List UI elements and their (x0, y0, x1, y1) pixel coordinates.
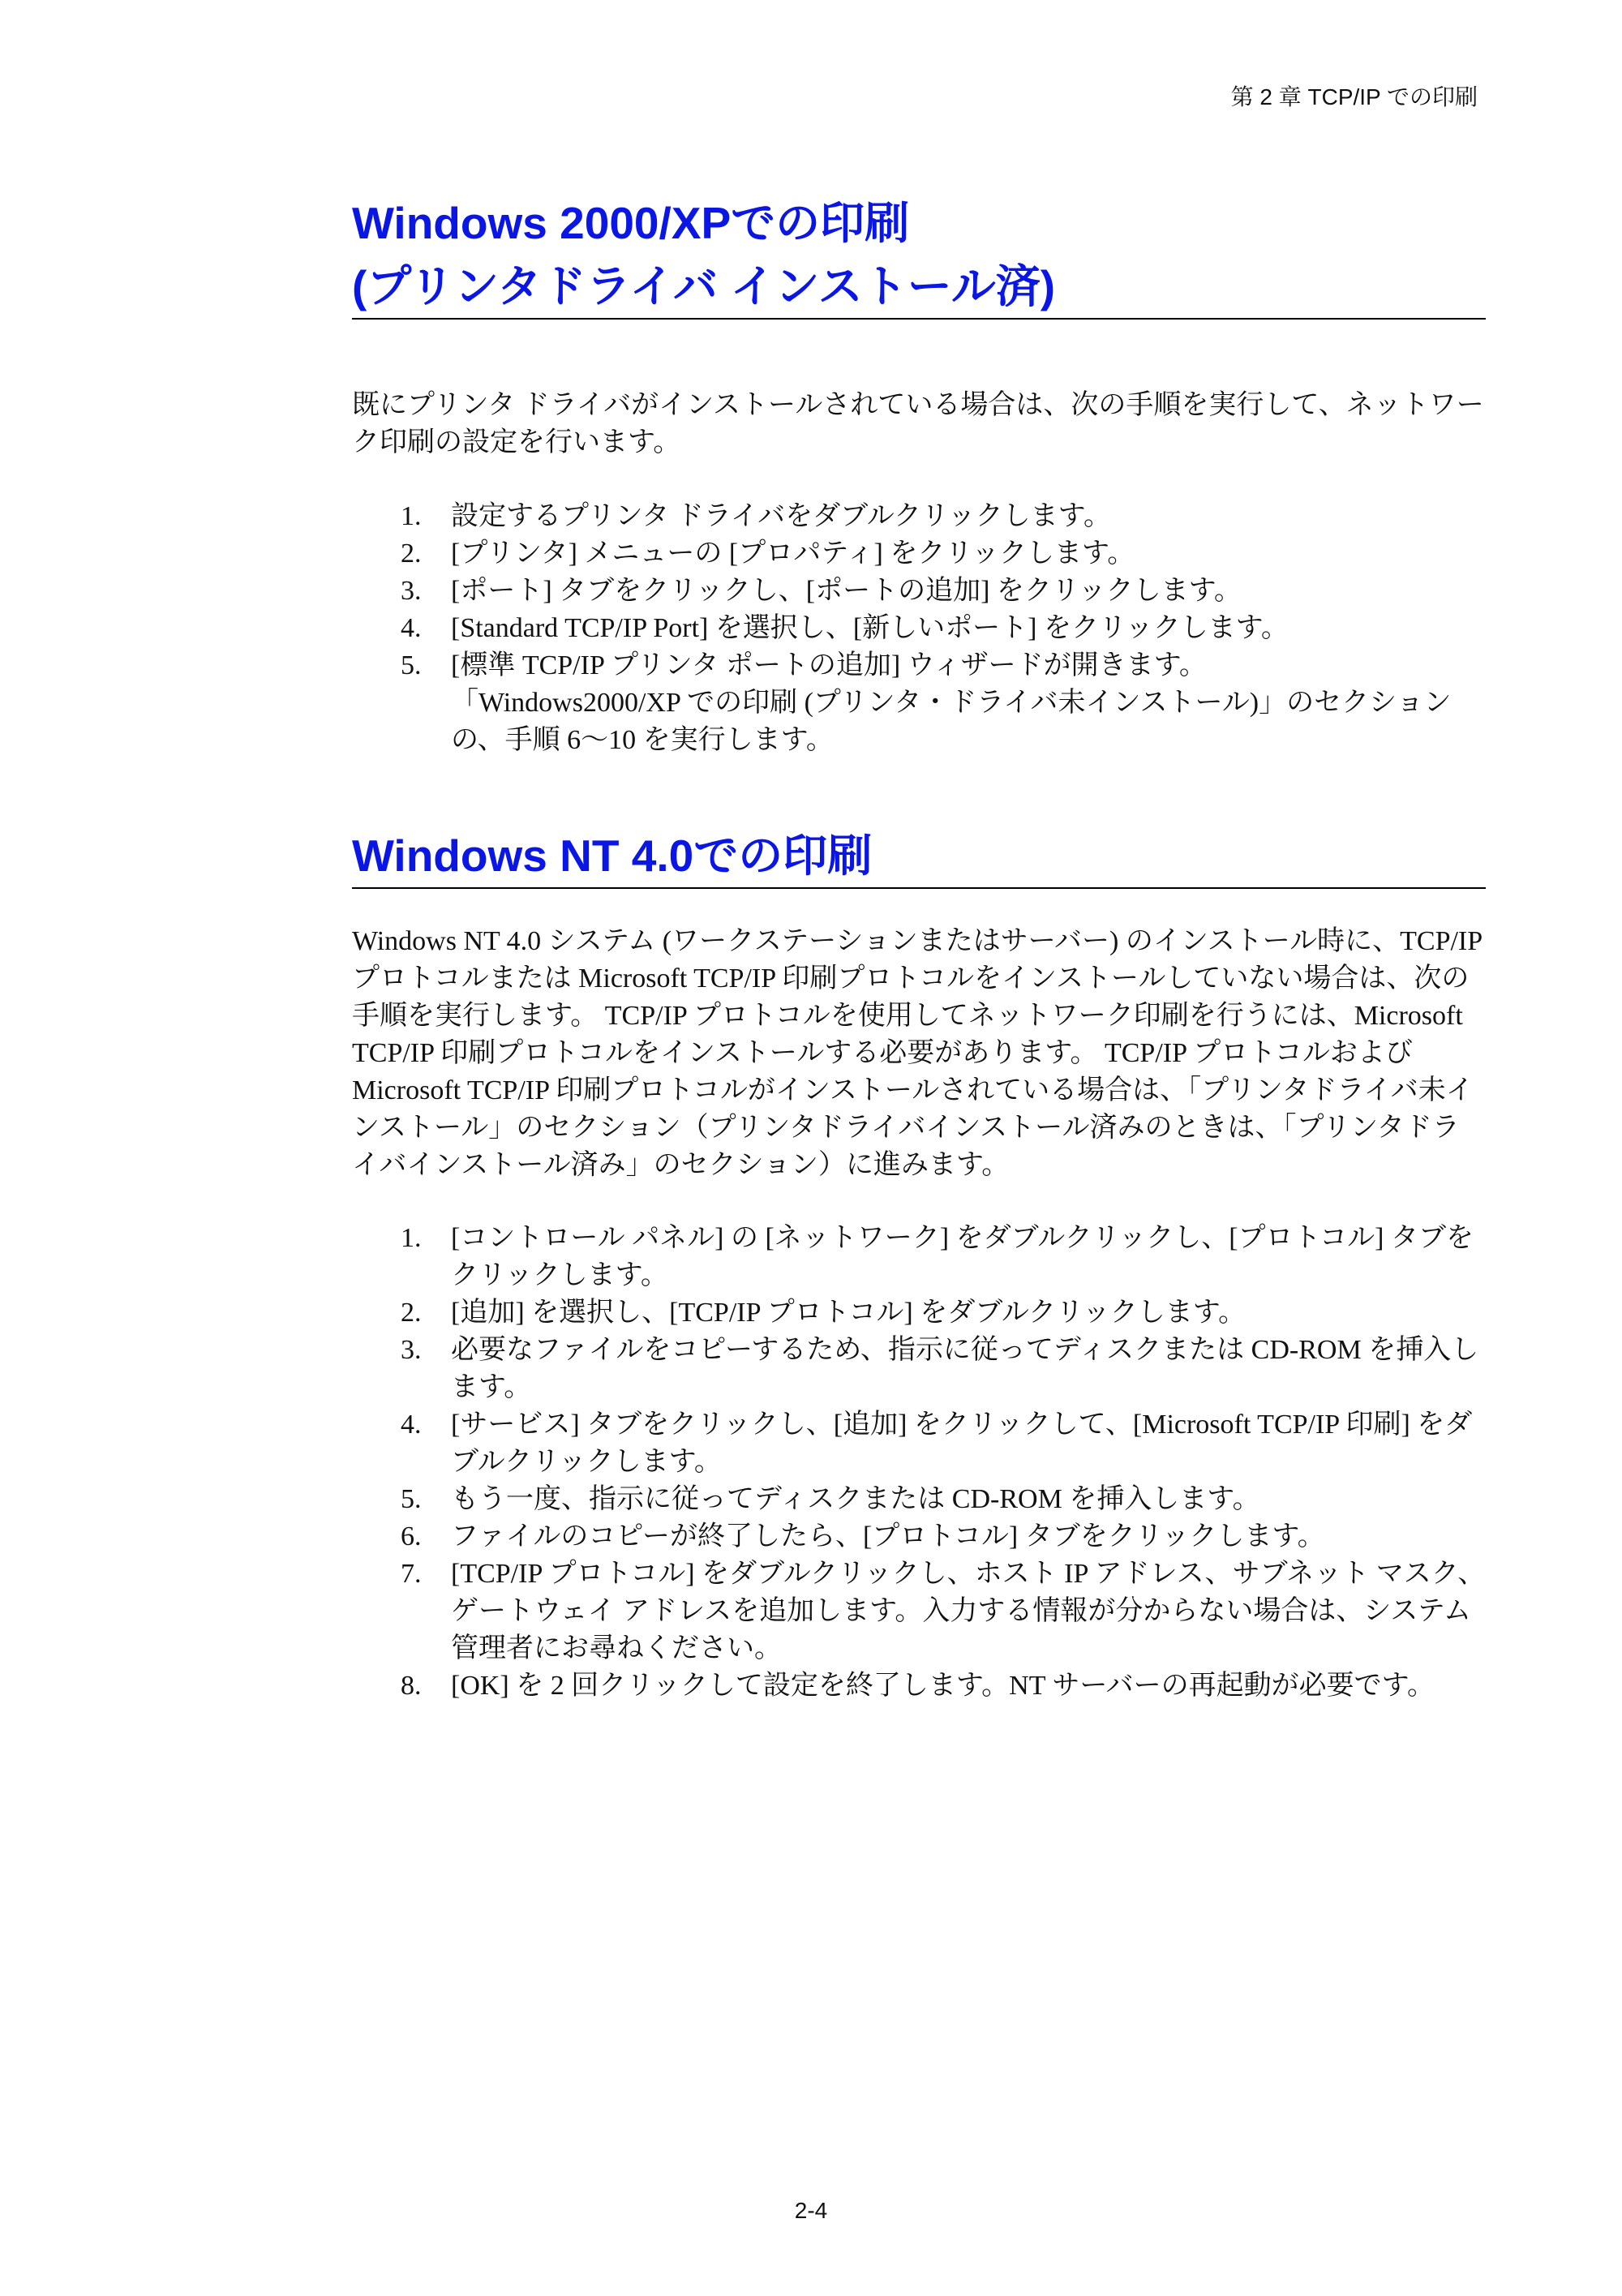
step-text: 必要なファイルをコピーするため、指示に従ってディスクまたは CD-ROM を挿入します。 (451, 1335, 1479, 1402)
section1-title (352, 191, 1486, 320)
step-number: 5. (401, 1484, 422, 1514)
step-note: 「Windows2000/XP での印刷 (プリンタ・ドライバ未インストール)」のセクションの、手順 6～10 を実行します。 (451, 688, 1452, 755)
running-header: 第 2 章 TCP/IP での印刷 (1230, 84, 1478, 109)
step-text: [サービス] タブをクリックし、[追加] をクリックして、[Microsoft TCP/IP 印刷] をダブルクリックします。 (451, 1410, 1473, 1477)
list-item (352, 1518, 1486, 1556)
section2-intro-block (352, 923, 1486, 1184)
list-item (352, 1667, 1486, 1705)
step-number: 8. (401, 1671, 422, 1701)
step-number: 3. (401, 1335, 422, 1365)
step-text: [Standard TCP/IP Port] を選択し、[新しいポート] をクリックします。 (451, 613, 1289, 643)
section1-steps-block (352, 498, 1486, 759)
list-item (352, 647, 1486, 759)
section1-intro: 既にプリンタ ドライバがインストールされている場合は、次の手順を実行して、ネットワーク印刷の設定を行います。 (352, 390, 1484, 457)
step-text: 設定するプリンタ ドライバをダブルクリックします。 (451, 501, 1111, 531)
list-item (352, 535, 1486, 573)
step-number: 2. (401, 539, 422, 569)
list-item (352, 1481, 1486, 1518)
section1-intro-block (352, 387, 1486, 461)
section2-title (352, 824, 1486, 889)
list-item (352, 1556, 1486, 1667)
section1-title-line1: Windows 2000/XPでの印刷 (352, 198, 910, 248)
step-text: [TCP/IP プロトコル] をダブルクリックし、ホスト IP アドレス、サブネット マスク、ゲートウェイ アドレスを追加します。入力する情報が分からない場合は、システム管理者にお尋ねください。 (451, 1559, 1486, 1663)
step-number: 6. (401, 1521, 422, 1551)
step-number: 3. (401, 576, 422, 606)
section1-heading-block (352, 191, 1486, 320)
step-number: 4. (401, 1410, 422, 1440)
step-text: [標準 TCP/IP プリンタ ポートの追加] ウィザードが開きます。 (451, 650, 1207, 680)
step-number: 5. (401, 650, 422, 680)
step-number: 4. (401, 613, 422, 643)
section2-heading-block (352, 824, 1486, 889)
step-number: 1. (401, 1223, 422, 1253)
list-item (352, 498, 1486, 535)
section1-steps (352, 498, 1486, 759)
list-item (352, 1220, 1486, 1294)
step-text: ファイルのコピーが終了したら、[プロトコル] タブをクリックします。 (451, 1521, 1325, 1551)
step-text: [OK] を 2 回クリックして設定を終了します。NT サーバーの再起動が必要です。 (451, 1671, 1435, 1701)
list-item (352, 610, 1486, 647)
section2-intro: Windows NT 4.0 システム (ワークステーションまたはサーバー) のインストール時に、TCP/IP プロトコルまたは Microsoft TCP/IP 印刷プロトコルをインストールしていない場合は、次の手順を実行します。 TCP/IP プロトコルを使用してネットワーク印刷を行うには、Microsoft TCP/IP 印刷プロトコルをインストールする必要があります。 TCP/IP プロトコルおよび Microsoft TCP/IP 印刷プロトコルがインストールされている場合は、「プリンタドライバ未インストール」のセクション（プリンタドライバインストール済みのときは、「プリンタドライバインストール済み」のセクション）に進みます。 (352, 926, 1482, 1180)
step-text: [プリンタ] メニューの [プロパティ] をクリックします。 (451, 539, 1135, 569)
list-item (352, 1294, 1486, 1332)
page-number: 2-4 (794, 2198, 828, 2223)
section2-steps (352, 1220, 1486, 1705)
step-text: [コントロール パネル] の [ネットワーク] をダブルクリックし、[プロトコル] タブをクリックします。 (451, 1223, 1474, 1290)
step-number: 7. (401, 1559, 422, 1589)
step-text: [追加] を選択し、[TCP/IP プロトコル] をダブルクリックします。 (451, 1298, 1247, 1328)
step-text: [ポート] タブをクリックし、[ポートの追加] をクリックします。 (451, 576, 1242, 606)
step-number: 2. (401, 1298, 422, 1328)
section1-title-line2: (プリンタドライバ インストール済) (352, 261, 1056, 311)
step-number: 1. (401, 501, 422, 531)
list-item (352, 1406, 1486, 1481)
list-item (352, 1332, 1486, 1406)
section2-title-line: Windows NT 4.0での印刷 (352, 830, 873, 881)
list-item (352, 573, 1486, 610)
step-text: もう一度、指示に従ってディスクまたは CD-ROM を挿入します。 (451, 1484, 1260, 1514)
section2-steps-block (352, 1220, 1486, 1705)
